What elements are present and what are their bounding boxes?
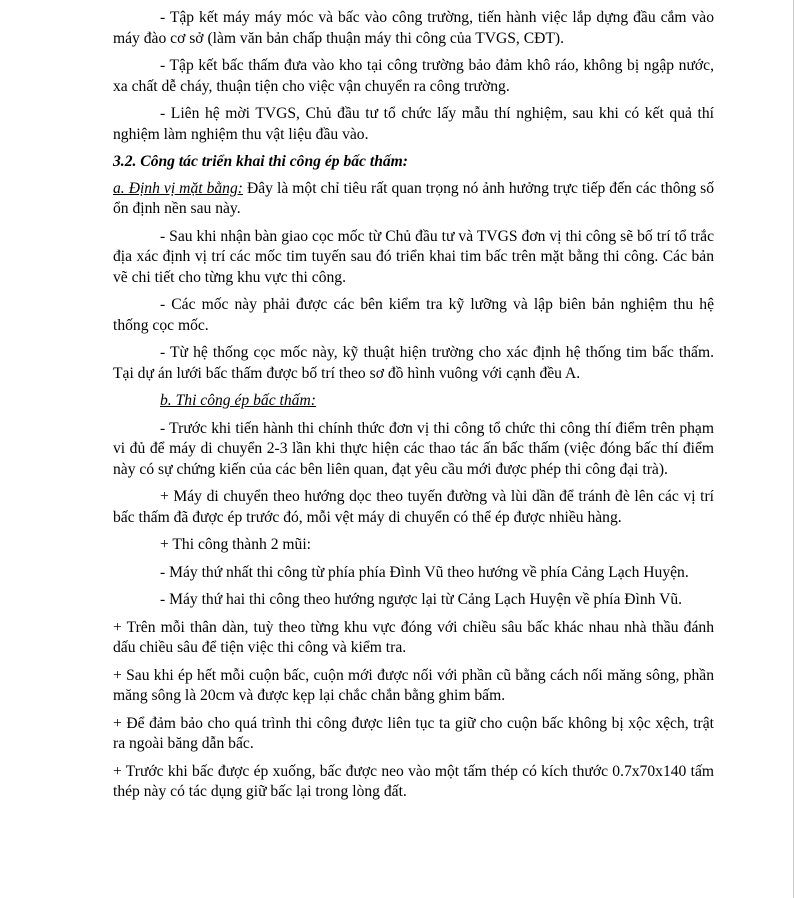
paragraph: - Máy thứ nhất thi công từ phía phía Đình Vũ theo hướng về phía Cảng Lạch Huyện. [160,563,689,581]
subsection-b [113,391,714,412]
paragraph: - Liên hệ mời TVGS, Chủ đầu tư tổ chức lấy mẫu thí nghiệm, sau khi có kết quả thí nghiệm làm nghiệm thu vật liệu đầu vào. [113,105,714,143]
subsection-b-label: b. Thi công ép bấc thấm: [160,392,316,409]
paragraph: - Các mốc này phải được các bên kiểm tra kỹ lưỡng và lập biên bản nghiệm thu hệ thống cọc mốc. [113,296,714,334]
section-heading: 3.2. Công tác triển khai thi công ép bấc thấm: [113,153,409,170]
paragraph: + Trên mỗi thân dàn, tuỳ theo từng khu vực đóng với chiều sâu bấc khác nhau nhà thầu đánh dấu chiều sâu để tiện việc thi công và kiểm tra. [113,618,714,656]
paragraph: + Trước khi bấc được ép xuống, bấc được neo vào một tấm thép có kích thước 0.7x70x140 tấm thép này có tác dụng giữ bấc lại trong lòng đất. [113,762,714,800]
paragraph: - Sau khi nhận bàn giao cọc mốc từ Chủ đầu tư và TVGS đơn vị thi công sẽ bố trí tổ trắc địa xác định vị trí các mốc tim tuyến sau đó triển khai tim bấc trên mặt bằng thi công. Các bản vẽ chi tiết cho từng khu vực thi công. [113,227,714,286]
paragraph: + Để đảm bảo cho quá trình thi công được liên tục ta giữ cho cuộn bấc không bị xộc xệch, trật ra ngoài băng dẫn bấc. [113,714,714,752]
subsection-a-label: a. Định vị mặt bằng: [113,179,243,197]
document-body [113,8,714,810]
paragraph: + Sau khi ép hết mỗi cuộn bấc, cuộn mới được nối với phần cũ bằng cách nối măng sông, phần măng sông là 20cm và được kẹp lại chắc chắn bằng ghim bấm. [113,666,714,704]
paragraph: - Tập kết bấc thấm đưa vào kho tại công trường bảo đảm khô ráo, không bị ngập nước, xa chất dễ cháy, thuận tiện cho việc vận chuyển ra công trường. [113,57,714,95]
subsection-a-text: Đây là một chỉ tiêu rất quan trọng nó ảnh hưởng trực tiếp đến các thông số ổn định nền sau này. [113,179,714,217]
paragraph: - Máy thứ hai thi công theo hướng ngược lại từ Cảng Lạch Huyện về phía Đình Vũ. [160,591,683,608]
paragraph: - Trước khi tiến hành thi chính thức đơn vị thi công tổ chức thi công thí điểm trên phạm vi đủ để máy di chuyển 2-3 lần khi thực hiện các thao tác ấn bấc thấm (việc đóng bấc thí điểm này có sự chứng kiến của các bên liên quan, đạt yêu cầu mới được phép thi công đại trà). [113,419,714,478]
subsection-a [113,179,714,220]
paragraph: + Thi công thành 2 mũi: [160,536,312,553]
paragraph: - Từ hệ thống cọc mốc này, kỹ thuật hiện trường cho xác định hệ thống tim bấc thấm. Tại dự án lưới bấc thấm được bố trí theo sơ đồ hình vuông với cạnh đều A. [113,344,714,382]
paragraph: + Máy di chuyển theo hướng dọc theo tuyến đường và lùi dần để tránh đè lên các vị trí bấc thấm đã được ép trước đó, mỗi vệt máy di chuyển có thể ép được nhiều hàng. [113,488,714,526]
paragraph: - Tập kết máy máy móc và bấc vào công trường, tiến hành việc lắp dựng đầu cắm vào máy đào cơ sở (làm văn bản chấp thuận máy thi công của TVGS, CĐT). [113,9,714,47]
